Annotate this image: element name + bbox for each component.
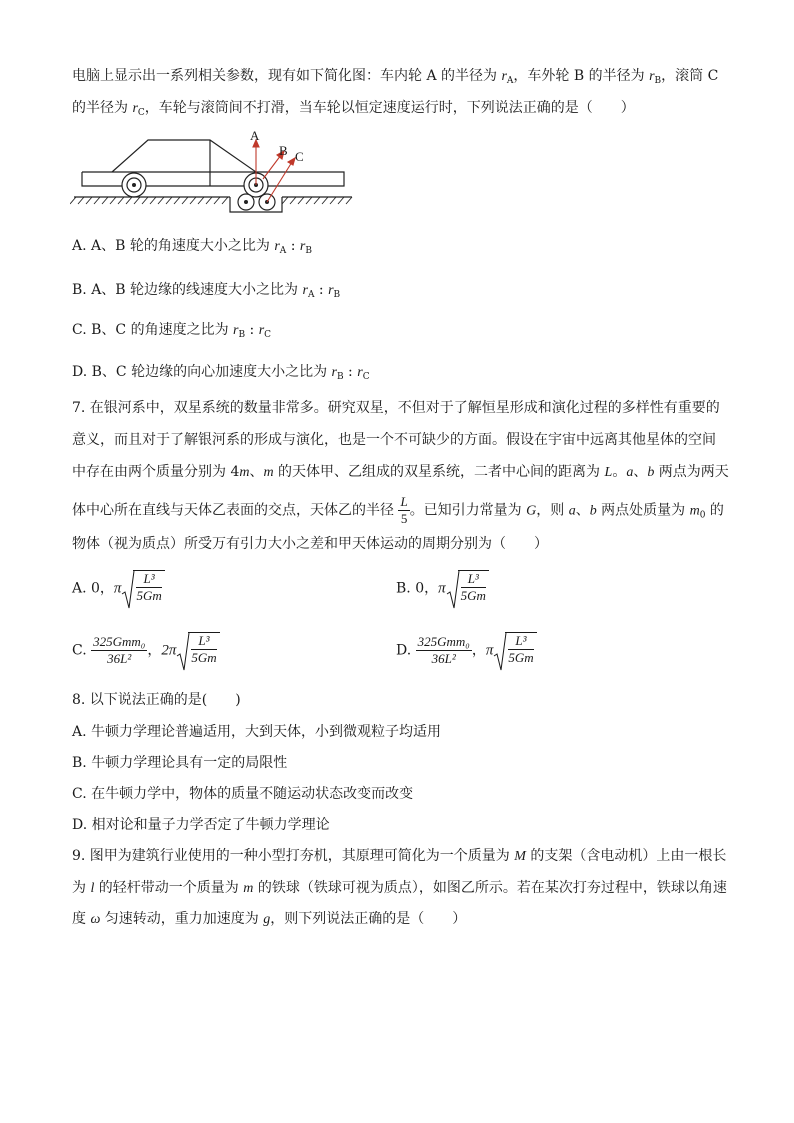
text: 为 — [72, 880, 91, 896]
frac-num: L — [400, 494, 408, 509]
text: 中存在由两个质量分别为 4 — [72, 464, 240, 480]
text: 度 — [72, 911, 91, 927]
q7-option-b — [396, 570, 489, 607]
text: ，则 — [536, 502, 569, 519]
q7-stem-line-5: 物体（视为质点）所受万有引力大小之差和甲天体运动的周期分别为（ ） — [72, 536, 548, 552]
option-text: B. A、B 轮边缘的线速度大小之比为 — [72, 282, 303, 298]
sub: 0 — [699, 510, 706, 521]
option-label: A. 0， — [72, 580, 114, 597]
option-label: B. 0， — [396, 580, 439, 597]
label-c: C — [295, 149, 304, 164]
sub: C — [362, 372, 370, 382]
sqrt-num: L³ — [508, 633, 533, 650]
q7-option-a — [72, 570, 165, 607]
symbol-g: G — [526, 503, 537, 519]
force-fraction — [91, 634, 147, 667]
sub: B — [238, 330, 246, 340]
separator: ， — [147, 642, 162, 659]
q6-text: 电脑上显示出一系列相关参数，现有如下简化图：车内轮 A 的半径为 — [72, 68, 502, 84]
sub: B — [305, 246, 312, 256]
symbol-g: g — [263, 912, 271, 927]
pi-symbol: π — [113, 580, 122, 597]
q9-stem-line-1 — [72, 846, 726, 867]
option-text: D. B、C 轮边缘的向心加速度大小之比为 — [72, 364, 332, 380]
frac-den: 5 — [400, 511, 408, 526]
frac-num: 325Gmm₀ — [93, 634, 146, 649]
q8-option-b: B. 牛顿力学理论具有一定的局限性 — [72, 755, 288, 771]
q7-stem-line-3 — [72, 462, 729, 483]
option-text: C. B、C 的角速度之比为 — [72, 322, 234, 338]
text: 的 — [705, 502, 724, 519]
symbol-m: M — [514, 849, 526, 864]
r-symbol: r — [132, 101, 138, 116]
r-symbol: r — [501, 69, 507, 84]
symbol-m: m — [263, 465, 274, 480]
text: 的轻杆带动一个质量为 — [94, 880, 244, 896]
q6-option-b — [72, 280, 340, 305]
frac-num: 325Gmm₀ — [417, 634, 470, 649]
sqrt-expression — [121, 570, 164, 607]
r-symbol: r — [274, 239, 280, 254]
label-b: B — [279, 143, 288, 158]
symbol-b: b — [647, 465, 655, 480]
colon: : — [343, 364, 358, 380]
q6-option-a — [72, 236, 312, 261]
option-text: A. A、B 轮的角速度大小之比为 — [72, 238, 275, 254]
two-pi-symbol: 2π — [161, 642, 177, 659]
text: 9. 图甲为建筑行业使用的一种小型打夯机，其原理可简化为一个质量为 — [72, 848, 515, 864]
r-symbol: r — [331, 365, 337, 380]
label-a: A — [250, 128, 260, 143]
sqrt-expression — [446, 570, 489, 607]
q7-stem-line-1: 7. 在银河系中，双星系统的数量非常多。研究双星，不但对于了解恒星形成和演化过程的多样性有重要的 — [72, 400, 720, 416]
r-symbol: r — [233, 323, 239, 338]
symbol-omega: ω — [90, 912, 101, 927]
sqrt-den: 5Gm — [191, 650, 217, 665]
r-symbol: r — [649, 69, 655, 84]
car-wheel-roller-figure — [70, 128, 360, 218]
sub: A — [279, 246, 287, 256]
text: 、 — [575, 502, 590, 519]
q6-text: 的半径为 — [72, 100, 133, 116]
sqrt-expression — [493, 632, 536, 669]
q8-stem: 8. 以下说法正确的是( ) — [72, 692, 241, 708]
r-symbol: r — [302, 283, 308, 298]
option-label: D. — [396, 642, 416, 659]
text: 的天体甲、乙组成的双星系统，二者中心间的距离为 — [273, 464, 605, 480]
q8-option-d: D. 相对论和量子力学否定了牛顿力学理论 — [72, 817, 330, 833]
q6-option-d — [72, 362, 370, 387]
q6-text: ，车轮与滚筒间不打滑，当车轮以恒定速度运行时，下列说法正确的是（ ） — [144, 100, 635, 116]
force-fraction — [416, 634, 472, 667]
sqrt-num: L³ — [461, 571, 486, 588]
q6-text: ，滚筒 C — [661, 68, 719, 84]
sqrt-den: 5Gm — [136, 588, 162, 603]
symbol-l: L — [604, 465, 613, 480]
r-symbol: r — [258, 323, 265, 338]
radius-fraction — [398, 494, 409, 527]
q6-option-c — [72, 320, 271, 345]
text: 的铁球（铁球可视为质点），如图乙所示。若在某次打夯过程中，铁球以角速 — [253, 880, 727, 896]
sqrt-num: L³ — [191, 633, 216, 650]
sqrt-num: L³ — [136, 571, 161, 588]
text: 体中心所在直线与天体乙表面的交点，天体乙的半径 — [72, 502, 399, 519]
q6-stem-line-2 — [72, 98, 635, 123]
frac-den: 36L² — [431, 651, 456, 666]
sub: B — [333, 290, 341, 300]
r-symbol: r — [299, 239, 306, 254]
text: 两点为两天 — [654, 464, 729, 480]
symbol-m: m — [239, 465, 250, 480]
text: 。 — [612, 464, 627, 480]
symbol-b: b — [589, 503, 597, 519]
sub: C — [264, 330, 272, 340]
r-symbol: r — [357, 365, 363, 380]
separator: ， — [471, 642, 486, 659]
q7-option-c — [72, 632, 220, 669]
text: 匀速转动，重力加速度为 — [100, 911, 264, 927]
symbol-m: m — [243, 881, 254, 896]
q8-option-c: C. 在牛顿力学中，物体的质量不随运动状态改变而改变 — [72, 786, 414, 802]
sub: B — [336, 372, 344, 382]
symbol-a: a — [568, 503, 576, 519]
q7-option-d — [396, 632, 537, 669]
text: 的支架（含电动机）上由一根长 — [525, 848, 727, 864]
text: 两点处质量为 — [596, 502, 690, 519]
r-symbol: r — [328, 283, 334, 298]
q8-option-a: A. 牛顿力学理论普遍适用，大到天体，小到微观粒子均适用 — [72, 724, 442, 740]
q6-text: ，车外轮 B 的半径为 — [513, 68, 650, 84]
symbol-a: a — [626, 465, 634, 480]
q7-stem-line-2: 意义，而且对于了解银河系的形成与演化，也是一个不可缺少的方面。假设在宇宙中远离其他星体的空间 — [72, 432, 716, 448]
frac-den: 36L² — [107, 651, 132, 666]
q9-stem-line-3 — [72, 909, 466, 930]
sqrt-den: 5Gm — [508, 650, 534, 665]
colon: : — [286, 238, 300, 254]
symbol-m0: m — [689, 503, 700, 519]
colon: : — [245, 322, 259, 338]
sub-c: C — [137, 108, 145, 118]
q7-stem-line-4 — [72, 494, 724, 532]
text: 、 — [633, 464, 648, 480]
sub-a: A — [506, 76, 514, 86]
text: 。已知引力常量为 — [409, 502, 527, 519]
colon: : — [314, 282, 329, 298]
sqrt-den: 5Gm — [460, 588, 486, 603]
q9-stem-line-2 — [72, 878, 727, 899]
q6-stem-line-1 — [72, 66, 718, 91]
text: 、 — [249, 464, 264, 480]
text: ，则下列说法正确的是（ ） — [270, 911, 467, 927]
symbol-l: l — [90, 881, 95, 896]
option-label: C. — [72, 642, 92, 659]
pi-symbol: π — [485, 642, 494, 659]
sub: A — [307, 290, 315, 300]
pi-symbol: π — [438, 580, 446, 597]
sub-b: B — [654, 76, 662, 86]
sqrt-expression — [176, 632, 219, 669]
